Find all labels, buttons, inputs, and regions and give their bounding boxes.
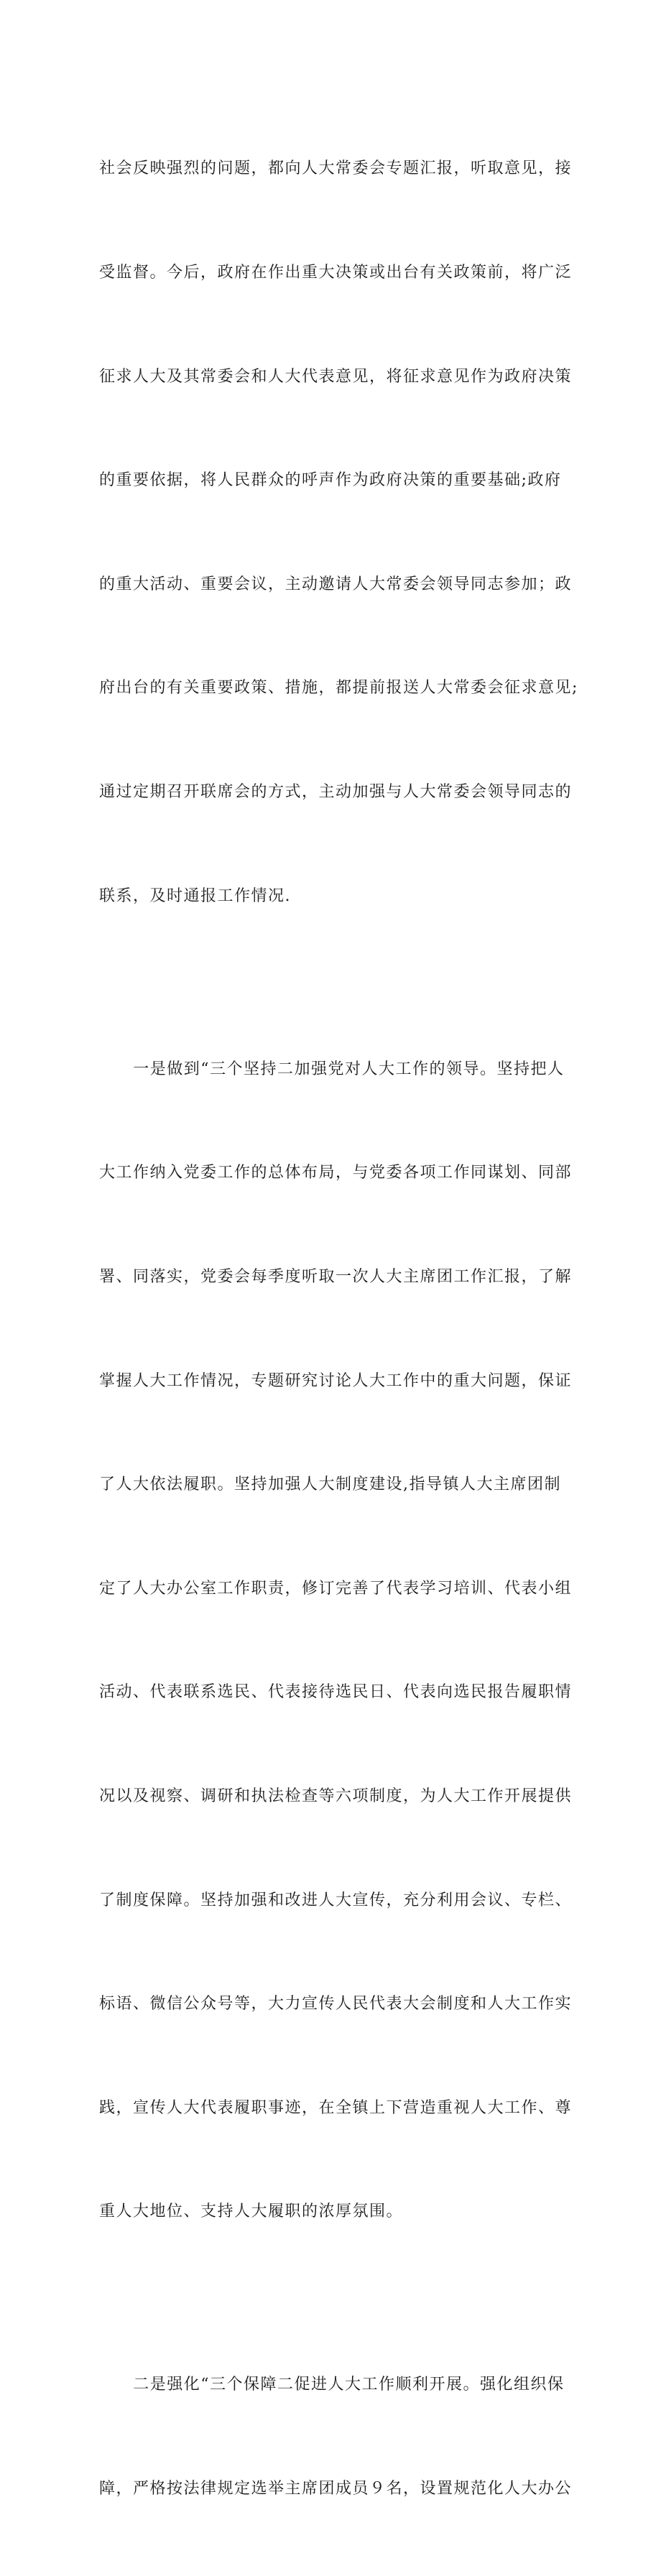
document-body	[99, 83, 578, 2576]
text-line: 大工作纳入党委工作的总体布局，与党委各项工作同谋划、同部	[99, 1164, 573, 1182]
text-line: 了人大依法履职。坚持加强人大制度建设,指导镇人大主席团制	[99, 1475, 561, 1494]
text-line: 的重大活动、重要会议，主动邀请人大常委会领导同志参加；政	[99, 575, 573, 593]
text-line: 受监督。今后，政府在作出重大决策或出台有关政策前，将广泛	[99, 264, 573, 282]
text-line: 通过定期召开联席会的方式，主动加强与人大常委会领导同志的	[99, 783, 573, 802]
text-line: 践，宣传人大代表履职事迹，在全镇上下营造重视人大工作、尊	[99, 2098, 573, 2117]
text-line: 重人大地位、支持人大履职的浓厚氛围。	[99, 2202, 404, 2221]
text-line: 障，严格按法律规定选举主席团成员９名，设置规范化人大办公	[99, 2480, 573, 2498]
text-line: 二是强化“三个保障二促进人大工作顺利开展。强化组织保	[133, 2376, 565, 2394]
text-line: 掌握人大工作情况，专题研究讨论人大工作中的重大问题，保证	[99, 1371, 573, 1390]
text-line: 的重要依据，将人民群众的呼声作为政府决策的重要基础;政府	[99, 471, 562, 490]
text-line: 署、同落实，党委会每季度听取一次人大主席团工作汇报，了解	[99, 1267, 573, 1286]
text-line: 活动、代表联系选民、代表接待选民日、代表向选民报告履职情	[99, 1683, 573, 1702]
paragraph-continuation	[99, 83, 578, 983]
text-line: 一是做到“三个坚持二加强党对人大工作的领导。坚持把人	[133, 1060, 565, 1078]
paragraph-first-point	[99, 983, 573, 2299]
text-line: 了制度保障。坚持加强和改进人大宣传，充分利用会议、专栏、	[99, 1891, 573, 1909]
text-line: 征求人大及其常委会和人大代表意见，将征求意见作为政府决策	[99, 367, 573, 386]
text-line: 府出台的有关重要政策、措施，都提前报送人大常委会征求意见;	[99, 679, 578, 698]
text-line: 联系，及时通报工作情况.	[99, 886, 291, 905]
text-line: 况以及视察、调研和执法检查等六项制度，为人大工作开展提供	[99, 1787, 573, 1805]
text-line: 定了人大办公室工作职责，修订完善了代表学习培训、代表小组	[99, 1579, 573, 1598]
text-line: 社会反映强烈的问题，都向人大常委会专题汇报，听取意见，接	[99, 159, 573, 178]
paragraph-second-point	[99, 2299, 573, 2576]
text-line: 标语、微信公众号等，大力宣传人民代表大会制度和人大工作实	[99, 1995, 573, 2014]
